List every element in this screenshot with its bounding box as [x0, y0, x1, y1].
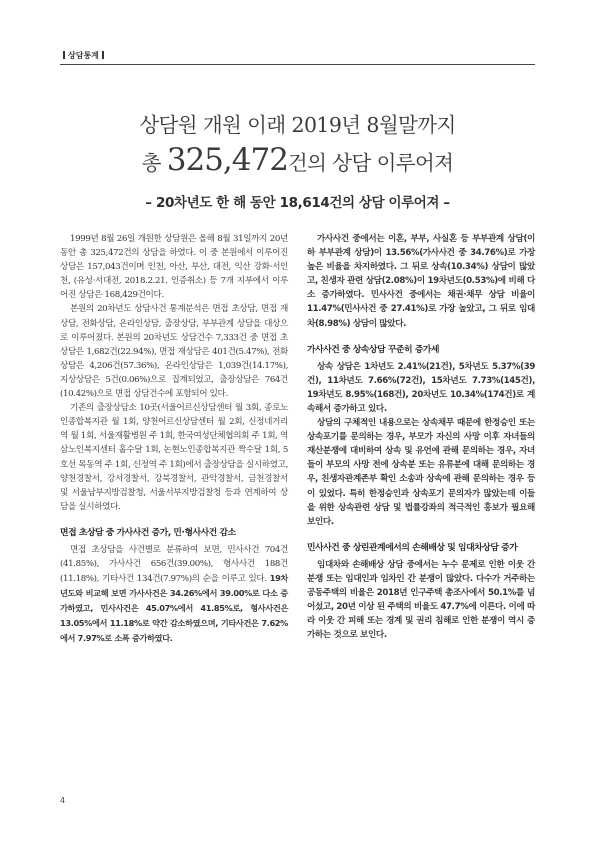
section-tag-label: 상담통계 [68, 51, 99, 60]
header-rule [60, 64, 535, 65]
tag-bar-left [63, 51, 65, 59]
left-paragraph-4-bold: 19차년도와 비교해 보면 가사사건은 34.26%에서 39.00%로 다소 증가하였고, 민사사건은 45.07%에서 41.85%로, 형사사건은 13.05%에서 11.18%로 약간 감소하였으며, 기타사건은 7.62%에서 7.97%로 소폭 증가하였다. [60, 573, 288, 644]
left-column [60, 232, 288, 647]
right-subheading-1: 가사사건 중 상속상담 꾸준히 증가세 [307, 344, 440, 355]
title-suffix: 건의 상담 이루어져 [287, 151, 454, 175]
right-paragraph-1: 가사사건 중에서는 이혼, 부부, 사실혼 등 부부관계 상담(이하 부부관계 상담)이 13.56%(가사사건 중 34.76%)로 가장 높은 비율을 차지하였다. 그 뒤로 상속(10.34%) 상담이 많았고, 친생자 관련 상담(2.08%)이 19차년도(0.53%)에 비해 다소 증가하였다. 민사사건 중에서는 채권·채무 상담 비율이 11.47%(민사사건 중 27.41%)로 가장 높았고, 그 뒤로 임대차(8.98%) 상담이 많았다. [307, 234, 535, 329]
right-column [307, 232, 535, 642]
article-title-block [60, 112, 535, 211]
article-subtitle: – 20차년도 한 해 동안 18,614건의 상담 이루어져 – [145, 195, 450, 211]
right-subheading-2: 민사사건 중 상린관계에서의 손해배상 및 임대차상담 증가 [307, 542, 518, 553]
left-subheading-1: 면접 초상담 중 가사사건 증가, 민·형사사건 감소 [60, 527, 236, 538]
left-paragraph-4 [60, 543, 288, 647]
title-number: 325,472 [166, 142, 288, 178]
right-paragraph-4: 임대차와 손해배상 상담 중에서는 누수 문제로 인한 이웃 간 분쟁 또는 임대인과 임차인 간 분쟁이 많았다. 다수가 거주하는 공동주택의 비율은 2018년 인구주택 총조사에서 50.1%를 넘어섰고, 20년 이상 된 주택의 비율도 47.7%에 이른다. 이에 따라 이웃 간 피해 또는 경계 및 권리 침해로 인한 분쟁이 역시 증가하는 것으로 보인다. [307, 559, 535, 641]
page-number: 4 [60, 796, 66, 805]
tag-bar-right [102, 51, 104, 59]
title-line-1: 상담원 개원 이래 2019년 8월말까지 [139, 113, 456, 137]
right-paragraph-2: 상속 상담은 1차년도 2.41%(21건), 5차년도 5.37%(39건), 11차년도 7.66%(72건), 15차년도 7.73%(145건), 19차년도 8.95%(168건), 20차년도 10.34%(174건)로 계속해서 증가하고 있다. [307, 361, 535, 414]
section-tag [60, 50, 107, 61]
left-paragraph-3: 기존의 출장상담소 10곳(서울어르신상담센터 월 3회, 종로노인종합복지관 월 1회, 양천어르신상담센터 월 2회, 신정네거리역 월 1회, 서울재활병원 주 1회, 한국여성단체협의회 주 1회, 역삼노인복지센터 홀수달 1회, 논현노인종합복지관 짝수달 1회, 5호선 목동역 주 1회, 신정역 주 1회)에서 출장상담을 실시하였고, 양천경찰서, 강서경찰서, 강북경찰서, 관악경찰서, 금천경찰서 및 서울남부지방검찰청, 서울서부지방검찰청 등과 연계하여 상담을 실시하였다. [60, 403, 288, 512]
left-paragraph-2: 본원의 20차년도 상담사건 통계분석은 면접 초상담, 면접 재상담, 전화상담, 온라인상담, 출장상담, 부부관계 상담을 대상으로 이루어졌다. 본원의 20차년도 상담건수 7,333건 중 면접 초상담은 1,682건(22.94%), 면접 재상담은 401건(5.47%), 전화상담은 4,206건(57.36%), 온라인상담은 1,039건(14.17%), 지상상담은 5건(0.06%)으로 집계되었고, 출장상담은 764건(10.42%)으로 면접 상담건수에 포함되어 있다. [60, 304, 288, 400]
title-prefix: 총 [141, 151, 167, 175]
left-paragraph-1: 1999년 8월 26일 개원한 상담원은 올해 8월 31일까지 20년 동안 총 325,472건의 상담을 하였다. 이 중 본원에서 이루어진 상담은 157,043건이며 인천, 아산, 부산, 대전, 익산 강화·서인천, (유성·서대전, 2018.2.21. 인증취소) 등 7개 지부에서 이루어진 상담은 168,429건이다. [60, 234, 288, 301]
left-paragraph-4-plain: 면접 초상담을 사건별로 분류하여 보면, 민사사건 704건(41.85%), 가사사건 656건(39.00%), 형사사건 188건(11.18%), 기타사건 134건(7.97%)의 순을 이루고 있다. [60, 544, 288, 585]
title-line-2 [60, 142, 535, 181]
right-paragraph-3: 상담의 구체적인 내용으로는 상속채무 때문에 한정승인 또는 상속포기를 문의하는 경우, 부모가 자신의 사망 이후 자녀들의 재산분쟁에 대비하여 상속 및 유언에 관해 문의하는 경우, 자녀들이 부모의 사망 전에 상속분 또는 유류분에 대해 문의하는 경우, 친생자관계존부 확인 소송과 상속에 관해 문의하는 경우 등이 있었다. 특히 한정승인과 상속포기 문의자가 많았는데 이들을 위한 상속관련 상담 및 법률강좌의 적극적인 홍보가 필요해 보인다. [307, 418, 535, 527]
